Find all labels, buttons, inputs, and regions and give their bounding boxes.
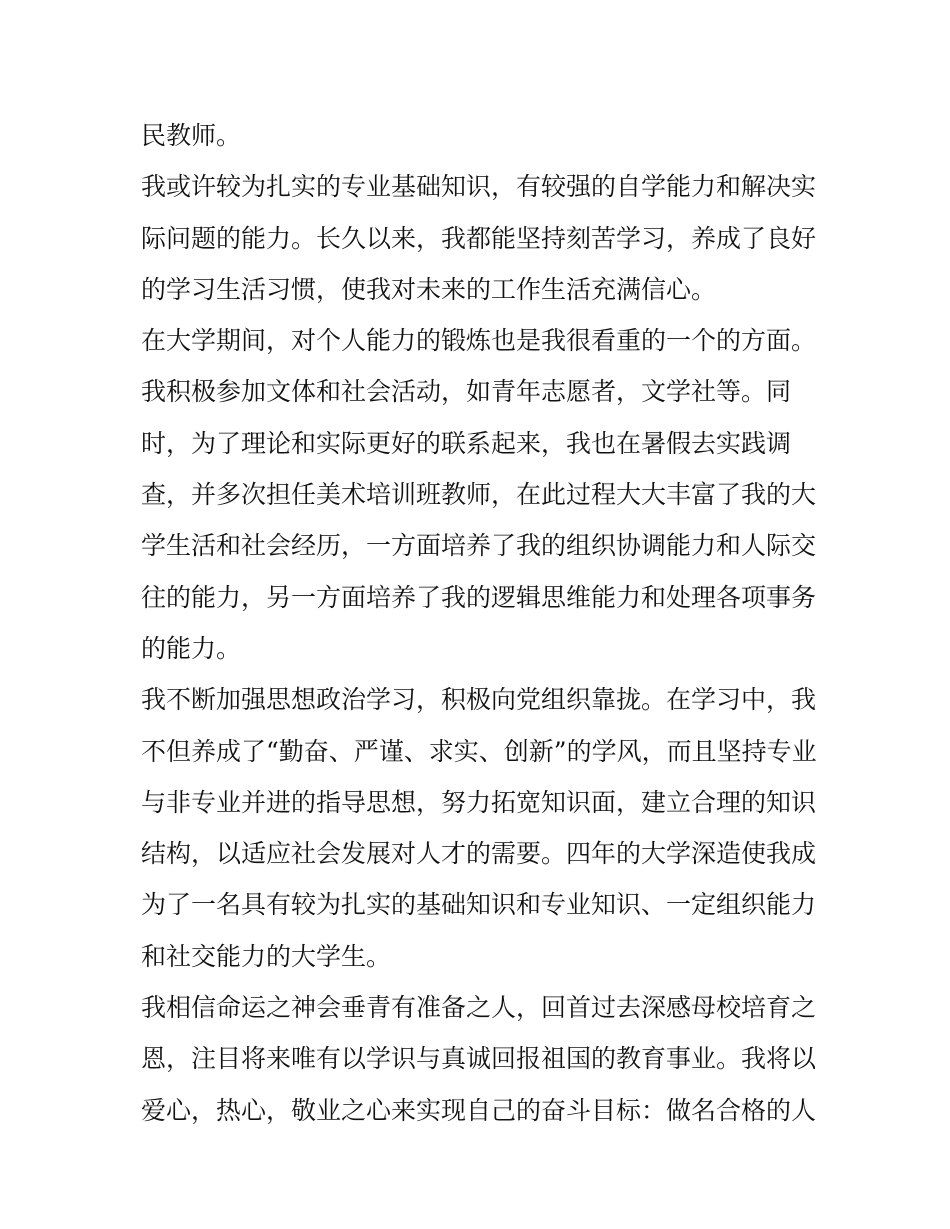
text-line: 为了一名具有较为扎实的基础知识和专业知识、一定组织能力 [141, 890, 817, 920]
text-line: 与非专业并进的指导思想，努力拓宽知识面，建立合理的知识 [141, 787, 817, 817]
text-line: 恩，注目将来唯有以学识与真诚回报祖国的教育事业。我将以 [141, 1044, 817, 1074]
text-line: 不但养成了“勤奋、严谨、求实、创新”的学风，而且坚持专业 [141, 736, 817, 766]
text-line: 我积极参加文体和社会活动，如青年志愿者，文学社等。同 [141, 377, 792, 407]
text-line: 我相信命运之神会垂青有准备之人，回首过去深感母校培育之 [141, 993, 817, 1023]
text-line: 时，为了理论和实际更好的联系起来，我也在暑假去实践调 [141, 428, 792, 458]
text-line: 我不断加强思想政治学习，积极向党组织靠拢。在学习中，我 [141, 685, 817, 715]
text-line: 际问题的能力。长久以来，我都能坚持刻苦学习，养成了良好 [141, 223, 817, 253]
text-line: 的学习生活习惯，使我对未来的工作生活充满信心。 [141, 274, 717, 304]
text-line: 民教师。 [141, 121, 242, 150]
document-body [141, 110, 817, 1136]
text-line: 查，并多次担任美术培训班教师，在此过程大大丰富了我的大 [141, 480, 817, 510]
text-line: 往的能力，另一方面培养了我的逻辑思维能力和处理各项事务 [141, 582, 817, 612]
text-line: 和社交能力的大学生。 [141, 941, 392, 971]
text-line: 学生活和社会经历，一方面培养了我的组织协调能力和人际交 [141, 531, 817, 561]
text-line: 在大学期间，对个人能力的锻炼也是我很看重的一个的方面。 [141, 326, 817, 356]
text-line: 结构，以适应社会发展对人才的需要。四年的大学深造使我成 [141, 839, 817, 869]
text-line: 的能力。 [141, 633, 242, 663]
text-line: 我或许较为扎实的专业基础知识，有较强的自学能力和解决实 [141, 172, 817, 202]
text-line: 爱心，热心，敬业之心来实现自己的奋斗目标：做名合格的人 [141, 1095, 817, 1125]
